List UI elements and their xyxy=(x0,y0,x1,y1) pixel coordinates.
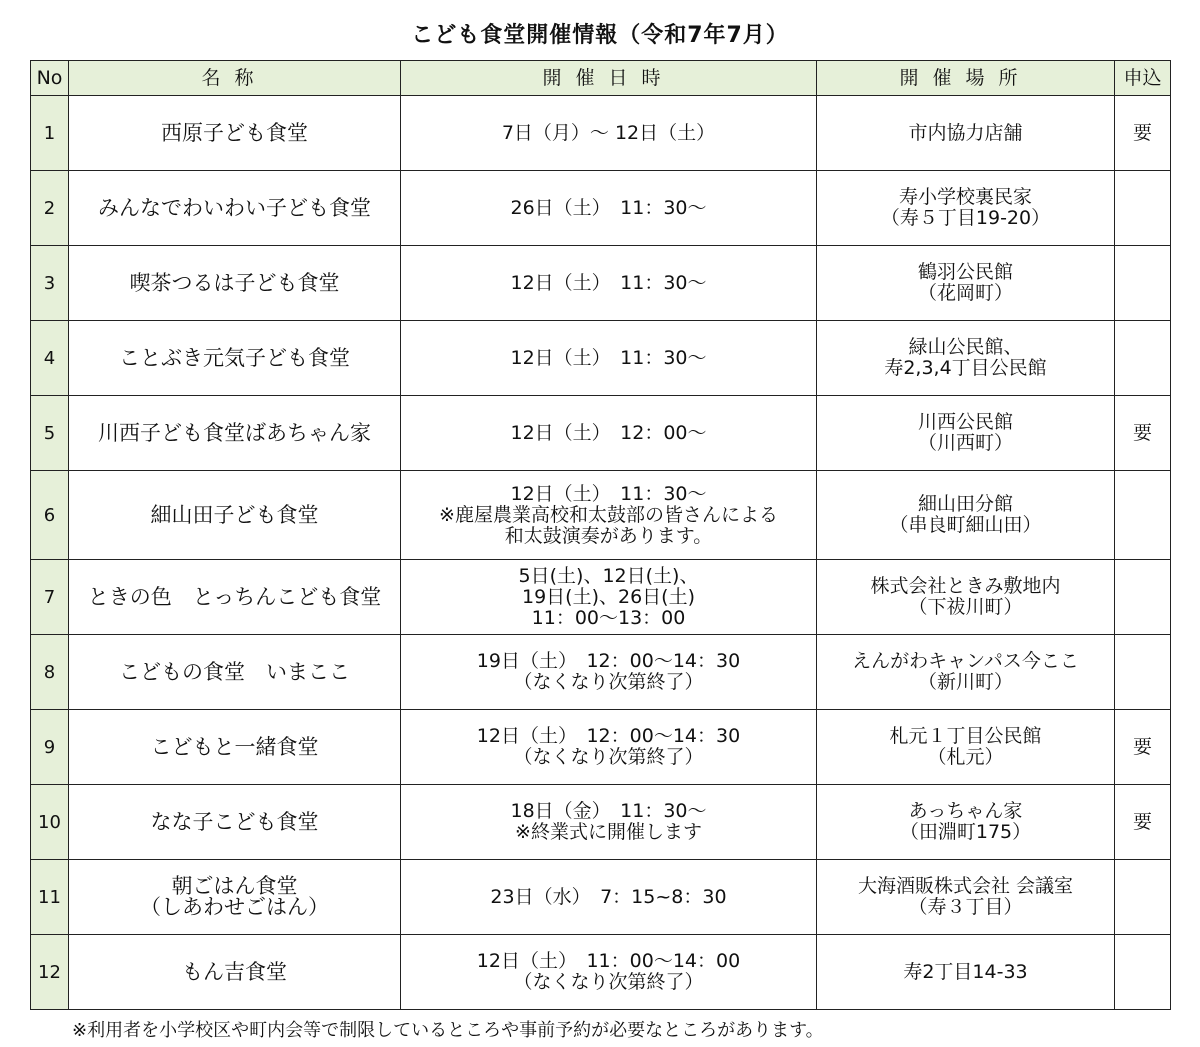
header-place: 開催場所 xyxy=(817,61,1115,96)
row-apply xyxy=(1115,471,1171,560)
row-name: ときの色 とっちんこども食堂 xyxy=(69,560,401,635)
row-name: こどもの食堂 いまここ xyxy=(69,635,401,710)
row-no: 10 xyxy=(31,785,69,860)
row-apply: 要 xyxy=(1115,710,1171,785)
row-name: 喫茶つるは子ども食堂 xyxy=(69,246,401,321)
row-date: 12日（土） 11：30～ xyxy=(401,321,817,396)
row-date: 23日（水） 7：15~8：30 xyxy=(401,860,817,935)
header-date: 開催日時 xyxy=(401,61,817,96)
table-row xyxy=(31,96,1171,171)
row-no: 1 xyxy=(31,96,69,171)
table-row xyxy=(31,785,1171,860)
row-no: 6 xyxy=(31,471,69,560)
row-no: 9 xyxy=(31,710,69,785)
row-place: 寿2丁目14-33 xyxy=(817,935,1115,1010)
row-date: 7日（月）～ 12日（土） xyxy=(401,96,817,171)
row-place: えんがわキャンパス今ここ （新川町） xyxy=(817,635,1115,710)
row-date: 12日（土） 12：00～ xyxy=(401,396,817,471)
row-place: 寿小学校裏民家 （寿５丁目19-20） xyxy=(817,171,1115,246)
table-row xyxy=(31,321,1171,396)
table-row xyxy=(31,396,1171,471)
row-apply xyxy=(1115,321,1171,396)
row-place: 大海酒販株式会社 会議室 （寿３丁目） xyxy=(817,860,1115,935)
header-no: No xyxy=(31,61,69,96)
row-apply xyxy=(1115,246,1171,321)
table-row xyxy=(31,860,1171,935)
row-name: こどもと一緒食堂 xyxy=(69,710,401,785)
row-date: 12日（土） 12：00～14：30 （なくなり次第終了） xyxy=(401,710,817,785)
table-row xyxy=(31,560,1171,635)
row-name: 川西子ども食堂ばあちゃん家 xyxy=(69,396,401,471)
table-header-row xyxy=(31,61,1171,96)
row-place: 市内協力店舗 xyxy=(817,96,1115,171)
schedule-table xyxy=(30,60,1171,1010)
row-apply xyxy=(1115,171,1171,246)
row-apply xyxy=(1115,860,1171,935)
table-row xyxy=(31,935,1171,1010)
row-place: 緑山公民館、 寿2,3,4丁目公民館 xyxy=(817,321,1115,396)
header-name: 名称 xyxy=(69,61,401,96)
row-name: ことぶき元気子ども食堂 xyxy=(69,321,401,396)
row-apply: 要 xyxy=(1115,396,1171,471)
header-apply: 申込 xyxy=(1115,61,1171,96)
row-date: 5日(土)、12日(土)、 19日(土)、26日(土) 11：00～13：00 xyxy=(401,560,817,635)
row-no: 5 xyxy=(31,396,69,471)
row-place: 札元１丁目公民館 （札元） xyxy=(817,710,1115,785)
row-name: 西原子ども食堂 xyxy=(69,96,401,171)
table-row xyxy=(31,635,1171,710)
table-row xyxy=(31,246,1171,321)
row-place: 川西公民館 （川西町） xyxy=(817,396,1115,471)
table-row xyxy=(31,710,1171,785)
row-no: 7 xyxy=(31,560,69,635)
row-apply: 要 xyxy=(1115,785,1171,860)
row-name: もん吉食堂 xyxy=(69,935,401,1010)
row-no: 3 xyxy=(31,246,69,321)
row-name: なな子こども食堂 xyxy=(69,785,401,860)
row-apply xyxy=(1115,635,1171,710)
row-name: みんなでわいわい子ども食堂 xyxy=(69,171,401,246)
row-no: 2 xyxy=(31,171,69,246)
row-no: 12 xyxy=(31,935,69,1010)
row-date: 12日（土） 11：00～14：00 （なくなり次第終了） xyxy=(401,935,817,1010)
row-name: 細山田子ども食堂 xyxy=(69,471,401,560)
row-place: 鶴羽公民館 （花岡町） xyxy=(817,246,1115,321)
row-date: 26日（土） 11：30～ xyxy=(401,171,817,246)
footnote: ※利用者を小学校区や町内会等で制限しているところや事前予約が必要なところがあります。 xyxy=(72,1020,824,1041)
table-row xyxy=(31,171,1171,246)
row-date: 19日（土） 12：00～14：30 （なくなり次第終了） xyxy=(401,635,817,710)
row-place: 細山田分館 （串良町細山田） xyxy=(817,471,1115,560)
row-place: 株式会社ときみ敷地内 （下祓川町） xyxy=(817,560,1115,635)
table-row xyxy=(31,471,1171,560)
row-apply: 要 xyxy=(1115,96,1171,171)
row-apply xyxy=(1115,560,1171,635)
row-name: 朝ごはん食堂 （しあわせごはん） xyxy=(69,860,401,935)
row-date: 12日（土） 11：30～ xyxy=(401,246,817,321)
row-no: 11 xyxy=(31,860,69,935)
row-apply xyxy=(1115,935,1171,1010)
row-no: 8 xyxy=(31,635,69,710)
row-no: 4 xyxy=(31,321,69,396)
row-date: 12日（土） 11：30～ ※鹿屋農業高校和太鼓部の皆さんによる 和太鼓演奏があります。 xyxy=(401,471,817,560)
page-title: こども食堂開催情報（令和7年7月） xyxy=(411,23,789,48)
row-date: 18日（金） 11：30～ ※終業式に開催します xyxy=(401,785,817,860)
row-place: あっちゃん家 （田淵町175） xyxy=(817,785,1115,860)
